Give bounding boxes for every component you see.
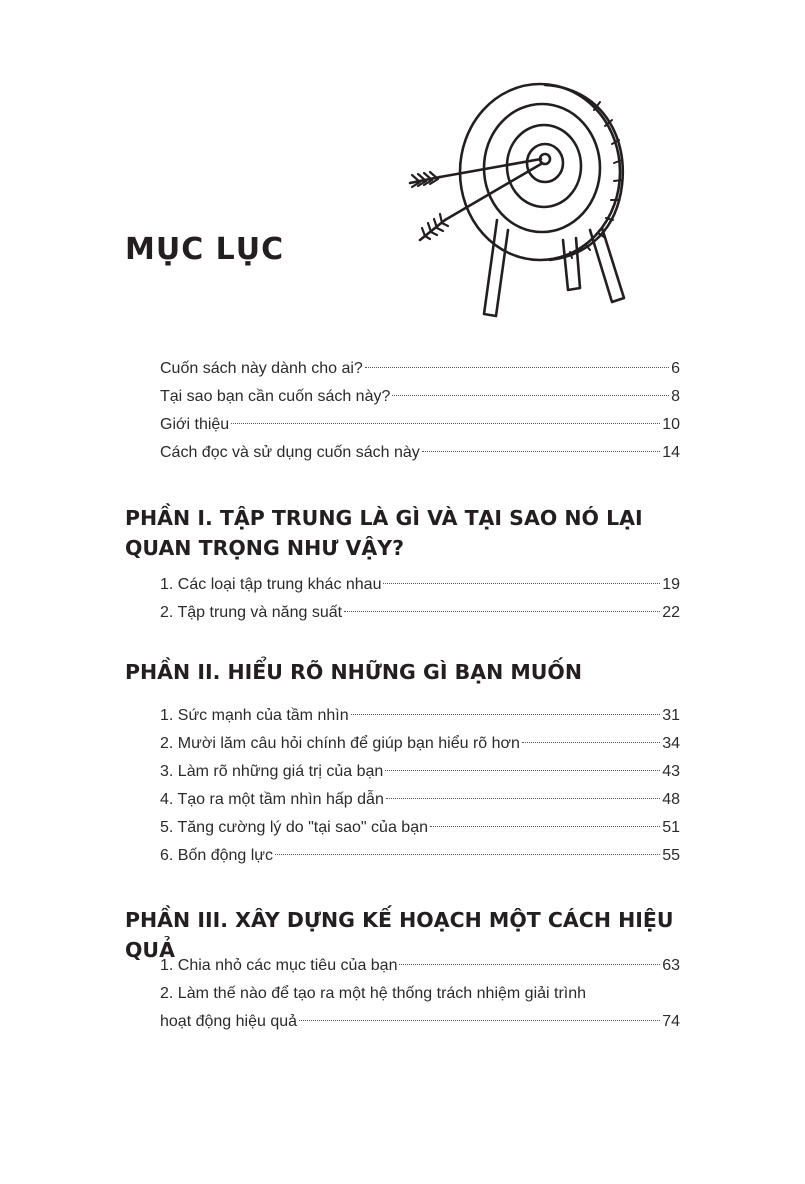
- toc-entry[interactable]: [160, 571, 680, 599]
- toc-part-1-section: [160, 571, 680, 627]
- toc-entry[interactable]: [160, 702, 680, 730]
- toc-entry-label: 6. Bốn động lực: [160, 847, 274, 864]
- dot-leader: [392, 395, 669, 396]
- dot-leader: [422, 451, 660, 452]
- toc-entry[interactable]: [160, 599, 680, 627]
- toc-entry-label: 2. Tập trung và năng suất: [160, 604, 343, 621]
- toc-entry-label: Cách đọc và sử dụng cuốn sách này: [160, 444, 420, 461]
- archery-target-icon: [400, 80, 640, 320]
- toc-entry-page: 74: [662, 1013, 680, 1030]
- toc-entry-label: 1. Các loại tập trung khác nhau: [160, 576, 382, 593]
- dot-leader: [351, 714, 661, 715]
- toc-entry-page: 10: [662, 416, 680, 433]
- part-heading-line: PHẦN II. HIỂU RÕ NHỮNG GÌ BẠN MUỐN: [125, 660, 583, 684]
- part-heading-2[interactable]: [125, 657, 685, 687]
- toc-entry-page: 31: [662, 707, 680, 724]
- toc-entry[interactable]: [160, 383, 680, 411]
- dot-leader: [430, 826, 660, 827]
- dot-leader: [365, 367, 669, 368]
- toc-entry[interactable]: [160, 814, 680, 842]
- toc-entry-label: 5. Tăng cường lý do "tại sao" của bạn: [160, 819, 428, 836]
- toc-entry-page: 43: [662, 763, 680, 780]
- toc-entry-label: 4. Tạo ra một tầm nhìn hấp dẫn: [160, 791, 384, 808]
- toc-entry-page: 19: [662, 576, 680, 593]
- toc-entry[interactable]: [160, 758, 680, 786]
- toc-entry-page: 22: [662, 604, 680, 621]
- part-heading-line: PHẦN I. TẬP TRUNG LÀ GÌ VÀ TẠI SAO NÓ LẠI: [125, 506, 643, 530]
- toc-intro-section: [160, 355, 680, 467]
- part-heading-line: PHẦN III. XÂY DỰNG KẾ HOẠCH MỘT CÁCH HIỆU QUẢ: [125, 908, 674, 962]
- part-heading-line: QUAN TRỌNG NHƯ VẬY?: [125, 536, 404, 560]
- toc-entry[interactable]: [160, 842, 680, 870]
- toc-entry-label: Tại sao bạn cần cuốn sách này?: [160, 388, 391, 405]
- toc-entry-page: 8: [671, 388, 680, 405]
- toc-entry-label: Cuốn sách này dành cho ai?: [160, 360, 363, 377]
- toc-entry-label: 3. Làm rõ những giá trị của bạn: [160, 763, 384, 780]
- toc-entry[interactable]: [160, 730, 680, 758]
- toc-part-2-section: [160, 702, 680, 870]
- toc-entry-page: 55: [662, 847, 680, 864]
- dot-leader: [399, 964, 660, 965]
- toc-entry[interactable]: [160, 786, 680, 814]
- page-title: MỤC LỤC: [125, 232, 285, 267]
- toc-entry-label: 1. Chia nhỏ các mục tiêu của bạn: [160, 957, 398, 974]
- part-heading-1[interactable]: [125, 503, 685, 563]
- toc-entry-label: Giới thiệu: [160, 416, 230, 433]
- toc-entry-page: 48: [662, 791, 680, 808]
- dot-leader: [344, 611, 660, 612]
- dot-leader: [275, 854, 660, 855]
- dot-leader: [385, 770, 660, 771]
- toc-entry-label: 2. Làm thế nào để tạo ra một hệ thống trách nhiệm giải trình: [160, 985, 587, 1002]
- toc-entry-label-continued: hoạt động hiệu quả: [160, 1013, 298, 1030]
- toc-entry[interactable]: [160, 952, 680, 980]
- dot-leader: [231, 423, 660, 424]
- dot-leader: [522, 742, 660, 743]
- toc-part-3-section: [160, 952, 680, 1036]
- toc-entry-page: 6: [671, 360, 680, 377]
- dot-leader: [299, 1020, 660, 1021]
- toc-entry[interactable]: [160, 411, 680, 439]
- toc-entry-page: 51: [662, 819, 680, 836]
- toc-entry-page: 34: [662, 735, 680, 752]
- dot-leader: [386, 798, 660, 799]
- toc-entry-label: 1. Sức mạnh của tầm nhìn: [160, 707, 349, 724]
- dot-leader: [383, 583, 660, 584]
- toc-entry-page: 63: [662, 957, 680, 974]
- toc-entry[interactable]: [160, 355, 680, 383]
- toc-entry-page: 14: [662, 444, 680, 461]
- toc-entry-label: 2. Mười lăm câu hỏi chính để giúp bạn hiểu rõ hơn: [160, 735, 520, 752]
- toc-entry[interactable]: [160, 980, 680, 1036]
- toc-entry[interactable]: [160, 439, 680, 467]
